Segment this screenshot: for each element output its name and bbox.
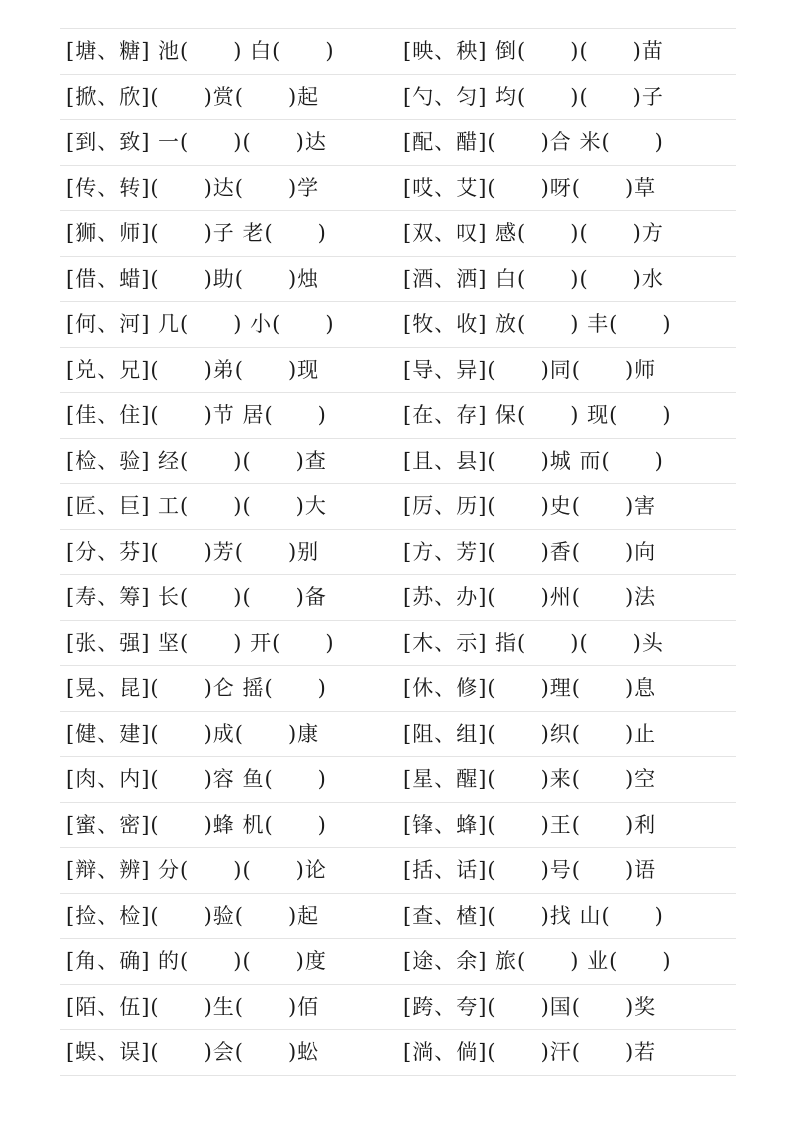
exercise-item: [途、余] 旅( ) 业( ) xyxy=(403,949,672,973)
left-character-group xyxy=(66,29,396,74)
exercise-item: [角、确] 的( )( )度 xyxy=(66,949,327,973)
right-character-group xyxy=(403,894,733,939)
right-character-group xyxy=(403,29,733,74)
exercise-item: [勺、匀] 均( )( )子 xyxy=(403,84,664,109)
right-character-group xyxy=(403,985,733,1030)
right-character-group xyxy=(403,302,733,347)
exercise-item: [分、芬]( )芳( )别 xyxy=(66,539,320,564)
exercise-item: [塘、糖] 池( ) 白( ) xyxy=(66,39,335,63)
exercise-item: [张、强] 坚( ) 开( ) xyxy=(66,630,335,655)
exercise-row xyxy=(60,848,736,894)
exercise-row xyxy=(60,393,736,439)
exercise-item: [双、叹] 感( )( )方 xyxy=(403,221,664,245)
exercise-item: [何、河] 几( ) 小( ) xyxy=(66,312,335,336)
exercise-item: [蜜、密]( )蜂 机( ) xyxy=(66,812,327,837)
right-character-group xyxy=(403,75,733,120)
exercise-row xyxy=(60,257,736,303)
exercise-item: [括、话]( )号( )语 xyxy=(403,858,657,882)
exercise-item: [匠、巨] 工( )( )大 xyxy=(66,494,327,518)
left-character-group xyxy=(66,120,396,165)
exercise-row xyxy=(60,621,736,667)
right-character-group xyxy=(403,575,733,620)
exercise-item: [狮、师]( )子 老( ) xyxy=(66,221,327,245)
exercise-row xyxy=(60,757,736,803)
exercise-item: [阻、组]( )织( )止 xyxy=(403,721,657,746)
left-character-group xyxy=(66,757,396,802)
exercise-item: [陌、伍]( )生( )佰 xyxy=(66,994,320,1019)
left-character-group xyxy=(66,575,396,620)
right-character-group xyxy=(403,712,733,757)
exercise-item: [酒、洒] 白( )( )水 xyxy=(403,266,664,291)
left-character-group xyxy=(66,484,396,529)
right-character-group xyxy=(403,393,733,438)
exercise-item: [掀、欣]( )赏( )起 xyxy=(66,84,320,109)
exercise-item: [淌、倘]( )汗( )若 xyxy=(403,1040,657,1064)
right-character-group xyxy=(403,120,733,165)
left-character-group xyxy=(66,621,396,666)
right-character-group xyxy=(403,484,733,529)
exercise-item: [健、建]( )成( )康 xyxy=(66,721,320,746)
exercise-item: [兑、兄]( )弟( )现 xyxy=(66,357,320,382)
right-character-group xyxy=(403,666,733,711)
left-character-group xyxy=(66,666,396,711)
exercise-item: [晃、昆]( )仑 摇( ) xyxy=(66,676,327,700)
left-character-group xyxy=(66,393,396,438)
exercise-row xyxy=(60,211,736,257)
exercise-item: [配、醋]( )合 米( ) xyxy=(403,130,664,154)
exercise-item: [蜈、误]( )会( )蚣 xyxy=(66,1040,320,1064)
exercise-row xyxy=(60,985,736,1031)
right-character-group xyxy=(403,757,733,802)
left-character-group xyxy=(66,348,396,393)
exercise-row xyxy=(60,29,736,75)
word-pair-exercise-sheet xyxy=(60,28,736,1076)
exercise-row xyxy=(60,939,736,985)
exercise-row xyxy=(60,803,736,849)
exercise-row xyxy=(60,302,736,348)
exercise-item: [佳、住]( )节 居( ) xyxy=(66,403,327,427)
exercise-item: [苏、办]( )州( )法 xyxy=(403,585,657,609)
right-character-group xyxy=(403,439,733,484)
exercise-row xyxy=(60,530,736,576)
right-character-group xyxy=(403,530,733,575)
left-character-group xyxy=(66,302,396,347)
exercise-row xyxy=(60,1030,736,1076)
right-character-group xyxy=(403,848,733,893)
left-character-group xyxy=(66,75,396,120)
exercise-item: [厉、历]( )史( )害 xyxy=(403,494,657,518)
exercise-item: [锋、蜂]( )王( )利 xyxy=(403,812,657,837)
exercise-item: [牧、收] 放( ) 丰( ) xyxy=(403,312,672,336)
left-character-group xyxy=(66,166,396,211)
exercise-row xyxy=(60,894,736,940)
exercise-row xyxy=(60,484,736,530)
left-character-group xyxy=(66,211,396,256)
left-character-group xyxy=(66,894,396,939)
exercise-item: [捡、检]( )验( )起 xyxy=(66,903,320,928)
right-character-group xyxy=(403,166,733,211)
left-character-group xyxy=(66,1030,396,1075)
left-character-group xyxy=(66,530,396,575)
exercise-row xyxy=(60,75,736,121)
exercise-row xyxy=(60,575,736,621)
right-character-group xyxy=(403,211,733,256)
exercise-row xyxy=(60,666,736,712)
right-character-group xyxy=(403,348,733,393)
exercise-item: [星、醒]( )来( )空 xyxy=(403,767,657,791)
exercise-item: [到、致] 一( )( )达 xyxy=(66,130,327,154)
exercise-row xyxy=(60,348,736,394)
exercise-item: [寿、筹] 长( )( )备 xyxy=(66,585,327,609)
right-character-group xyxy=(403,803,733,848)
right-character-group xyxy=(403,939,733,984)
exercise-item: [且、县]( )城 而( ) xyxy=(403,448,664,473)
exercise-item: [辩、辨] 分( )( )论 xyxy=(66,858,327,882)
left-character-group xyxy=(66,985,396,1030)
exercise-item: [肉、内]( )容 鱼( ) xyxy=(66,767,327,791)
exercise-item: [检、验] 经( )( )查 xyxy=(66,448,327,473)
exercise-item: [映、秧] 倒( )( )苗 xyxy=(403,39,664,63)
exercise-item: [传、转]( )达( )学 xyxy=(66,175,320,200)
exercise-item: [借、蜡]( )助( )烛 xyxy=(66,266,320,291)
exercise-item: [跨、夸]( )国( )奖 xyxy=(403,994,657,1019)
left-character-group xyxy=(66,848,396,893)
exercise-row xyxy=(60,439,736,485)
right-character-group xyxy=(403,1030,733,1075)
right-character-group xyxy=(403,621,733,666)
exercise-row xyxy=(60,712,736,758)
exercise-item: [查、楂]( )找 山( ) xyxy=(403,903,664,928)
exercise-row xyxy=(60,120,736,166)
left-character-group xyxy=(66,712,396,757)
exercise-item: [休、修]( )理( )息 xyxy=(403,676,657,700)
exercise-item: [导、异]( )同( )师 xyxy=(403,357,657,382)
left-character-group xyxy=(66,257,396,302)
exercise-item: [方、芳]( )香( )向 xyxy=(403,539,657,564)
left-character-group xyxy=(66,439,396,484)
exercise-item: [哎、艾]( )呀( )草 xyxy=(403,175,657,200)
right-character-group xyxy=(403,257,733,302)
left-character-group xyxy=(66,803,396,848)
exercise-row xyxy=(60,166,736,212)
left-character-group xyxy=(66,939,396,984)
exercise-item: [木、示] 指( )( )头 xyxy=(403,630,664,655)
exercise-item: [在、存] 保( ) 现( ) xyxy=(403,403,672,427)
